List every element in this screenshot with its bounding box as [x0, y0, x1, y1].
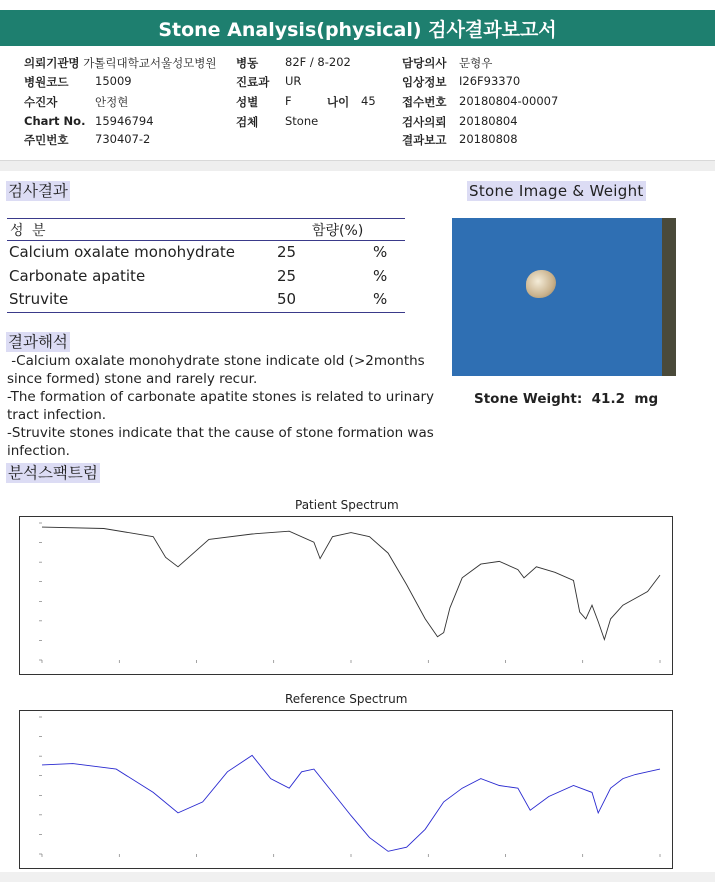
result-row-2-value: 25: [277, 267, 297, 285]
results-section-title: 검사결과: [8, 182, 68, 200]
col-content-header: 함량(%): [312, 223, 364, 239]
age-label: 나이: [327, 95, 350, 109]
table-header-rule: [7, 240, 405, 241]
sex-label: 성별: [236, 95, 259, 109]
chart-no-label: Chart No.: [24, 114, 86, 128]
result-row-3-value: 50: [277, 290, 297, 308]
receipt-no-label: 접수번호: [402, 95, 447, 109]
weight-unit: mg: [634, 391, 659, 407]
patient-spectrum-chart: [19, 516, 673, 675]
image-section-title: Stone Image & Weight: [469, 182, 644, 200]
ward-value: 82F / 8-202: [285, 55, 351, 69]
request-date-label: 검사의뢰: [402, 115, 447, 129]
specimen-value: Stone: [285, 114, 319, 128]
institution-value: 가톨릭대학교서울성모병원: [83, 56, 217, 70]
reference-spectrum-chart: [19, 710, 673, 869]
specimen-label: 검체: [236, 115, 259, 129]
patient-label: 수진자: [24, 95, 58, 109]
header-institution: [24, 55, 217, 71]
interpretation-line-3: -Struvite stones indicate that the cause of stone formation was infection.: [7, 425, 434, 459]
spectrum-section-title: 분석스팩트럼: [8, 464, 98, 482]
receipt-no-value: 20180804-00007: [459, 94, 559, 108]
patient-value: 안정현: [95, 95, 129, 109]
result-row-3-name: Struvite: [9, 290, 69, 308]
patient-spectrum-svg: [20, 517, 672, 674]
resident-no-label: 주민번호: [24, 133, 69, 147]
result-row-1-unit: %: [373, 243, 388, 261]
resident-no-value: 730407-2: [95, 132, 151, 146]
col-component-header: 성 분: [10, 223, 48, 239]
patient-spectrum-title: Patient Spectrum: [295, 498, 399, 512]
interpretation-text: [7, 352, 447, 460]
result-row-1-name: Calcium oxalate monohydrate: [9, 243, 236, 261]
table-bottom-rule: [7, 312, 405, 313]
result-row-1-value: 25: [277, 243, 297, 261]
spectrum-series-line: [42, 527, 660, 639]
interpretation-line-2: -The formation of carbonate apatite stones is related to urinary tract infection.: [7, 389, 435, 423]
header-hospital-code: [24, 74, 68, 90]
bottom-band: [0, 872, 715, 882]
header-separator: [0, 160, 715, 171]
physician-value: 문형우: [459, 56, 493, 70]
ruler-graphic: [662, 218, 676, 376]
stone-photo: [452, 218, 676, 376]
chart-no-value: 15946794: [95, 114, 154, 128]
stone-specimen: [526, 270, 556, 298]
dept-label: 진료과: [236, 75, 270, 89]
hospital-code-value: 15009: [95, 74, 132, 88]
reference-spectrum-title: Reference Spectrum: [285, 692, 408, 706]
weight-label: Stone Weight:: [474, 391, 583, 407]
table-top-rule: [7, 218, 405, 219]
result-row-2-unit: %: [373, 267, 388, 285]
clinical-info-label: 임상정보: [402, 75, 447, 89]
sex-value: F: [285, 94, 292, 108]
interpretation-section-title: 결과해석: [8, 333, 68, 351]
result-row-2-name: Carbonate apatite: [9, 267, 146, 285]
age-value: 45: [361, 94, 376, 108]
reference-spectrum-svg: [20, 711, 672, 868]
stone-weight: [474, 391, 658, 407]
institution-label: 의뢰기관명: [24, 56, 80, 70]
physician-label: 담당의사: [402, 56, 447, 70]
clinical-info-value: I26F93370: [459, 74, 521, 88]
ward-label: 병동: [236, 56, 259, 70]
result-row-3-unit: %: [373, 290, 388, 308]
request-date-value: 20180804: [459, 114, 518, 128]
report-date-label: 결과보고: [402, 133, 447, 147]
report-date-value: 20180808: [459, 132, 518, 146]
spectrum-series-line: [42, 755, 660, 851]
hospital-code-label: 병원코드: [24, 75, 69, 89]
dept-value: UR: [285, 74, 302, 88]
report-title: Stone Analysis(physical) 검사결과보고서: [0, 10, 715, 46]
interpretation-line-1: -Calcium oxalate monohydrate stone indicate old (>2months since formed) stone and rarely recur.: [7, 353, 429, 387]
weight-value: 41.2: [591, 391, 625, 407]
